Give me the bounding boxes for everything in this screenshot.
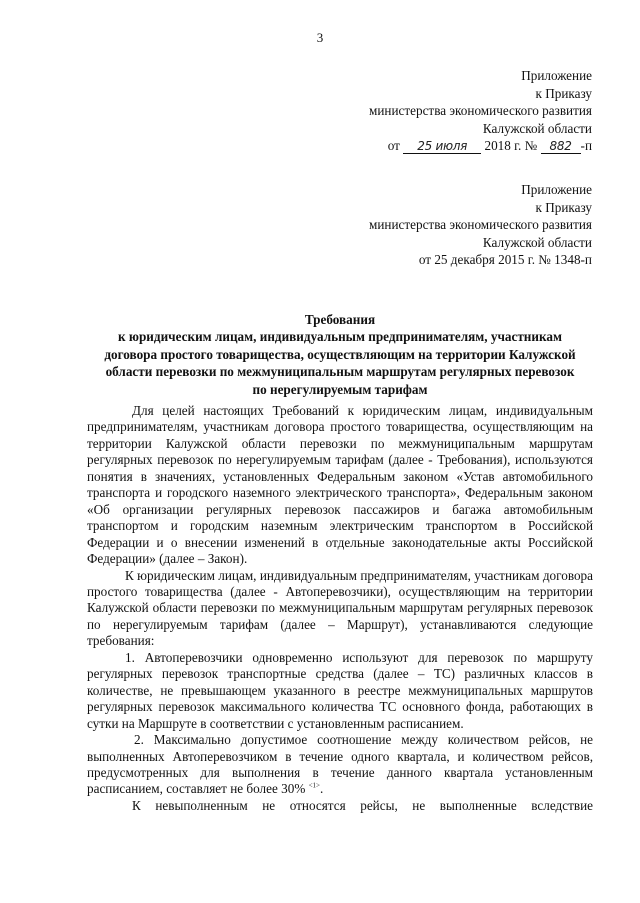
- appendix-previous-line5: от 25 декабря 2015 г. № 1348-п: [418, 252, 592, 268]
- requirement-2-text: 2. Максимально допустимое соотношение между количеством рейсов, не выполненных Автоперевозчиком в течение одного квартала, и количеством рейсов, предусмотренных для выполнения в течение данного квартала установленным расписанием, составляет не более 30%: [87, 732, 593, 797]
- footnote-marker: <1>: [308, 782, 321, 791]
- paragraph-unfulfilled-trips: К невыполненным не относятся рейсы, не выполненные вследствие: [132, 797, 593, 813]
- paragraph-requirement-2: [87, 732, 593, 798]
- paragraph-requirement-1: 1. Автоперевозчики одновременно используют для перевозок по маршруту регулярных перевозок транспортные средства (далее – ТС) различных классов в количестве, не превышающем указанного в реестре межмуниципальных маршрутов регулярных перевозок максимального количества ТС основного фонда, работающих в сутки на Маршруте в соответствии с установленным расписанием.: [87, 649, 593, 731]
- document-title: [87, 311, 593, 398]
- title-line5: по нерегулируемым тарифам: [252, 381, 428, 397]
- handwritten-date: 25 июля: [403, 139, 481, 154]
- title-line3: договора простого товарищества, осуществляющим на территории Калужской: [104, 346, 576, 362]
- appendix-previous-line3: министерства экономического развития: [369, 217, 592, 233]
- appendix-previous: [369, 181, 592, 269]
- appendix-current-date-line: [369, 137, 592, 155]
- paragraph-definitions: Для целей настоящих Требований к юридическим лицам, индивидуальным предпринимателям, участникам договора простого товарищества, осуществляющим на территории Калужской области перевозки по межмуниципальным маршрутам регулярных перевозок по нерегулируемым тарифам (далее - Требования), используются понятия в значениях, установленных Федеральным законом «Устав автомобильного транспорта и городского наземного электрического транспорта», Федеральным законом «Об организации регулярных перевозок пассажиров и багажа автомобильным транспортом и городским наземным электрическим транспортом в Российской Федерации и о внесении изменений в отдельные законодательные акты Российской Федерации» (далее – Закон).: [87, 403, 593, 567]
- page-number: 3: [316, 30, 324, 45]
- appendix-previous-line1: Приложение: [521, 182, 592, 197]
- document-body: [87, 403, 593, 814]
- title-line1: Требования: [304, 312, 376, 327]
- date-year: 2018 г. №: [484, 138, 538, 154]
- appendix-current-line4: Калужской области: [482, 120, 592, 136]
- appendix-previous-line2: к Приказу: [535, 199, 592, 215]
- appendix-current-line3: министерства экономического развития: [369, 103, 592, 119]
- handwritten-order-number: 882: [541, 139, 581, 154]
- date-prefix: от: [387, 138, 400, 154]
- order-number-suffix: -п: [580, 138, 592, 154]
- appendix-previous-line4: Калужской области: [482, 234, 592, 250]
- title-line4: области перевозки по межмуниципальным маршрутам регулярных перевозок: [105, 364, 575, 380]
- appendix-current-line2: к Приказу: [535, 85, 592, 101]
- requirement-2-period: .: [320, 781, 324, 797]
- title-line2: к юридическим лицам, индивидуальным предпринимателям, участникам: [118, 329, 562, 345]
- paragraph-requirements-intro: К юридическим лицам, индивидуальным предпринимателям, участникам договора простого товарищества (далее - Автоперевозчики), осуществляющим на территории Калужской области перевозки по межмуниципальным маршрутам регулярных перевозок по нерегулируемым тарифам (далее – Маршрут), устанавливаются следующие требования:: [87, 567, 593, 649]
- appendix-current-line1: Приложение: [521, 68, 592, 83]
- appendix-current: [369, 67, 592, 155]
